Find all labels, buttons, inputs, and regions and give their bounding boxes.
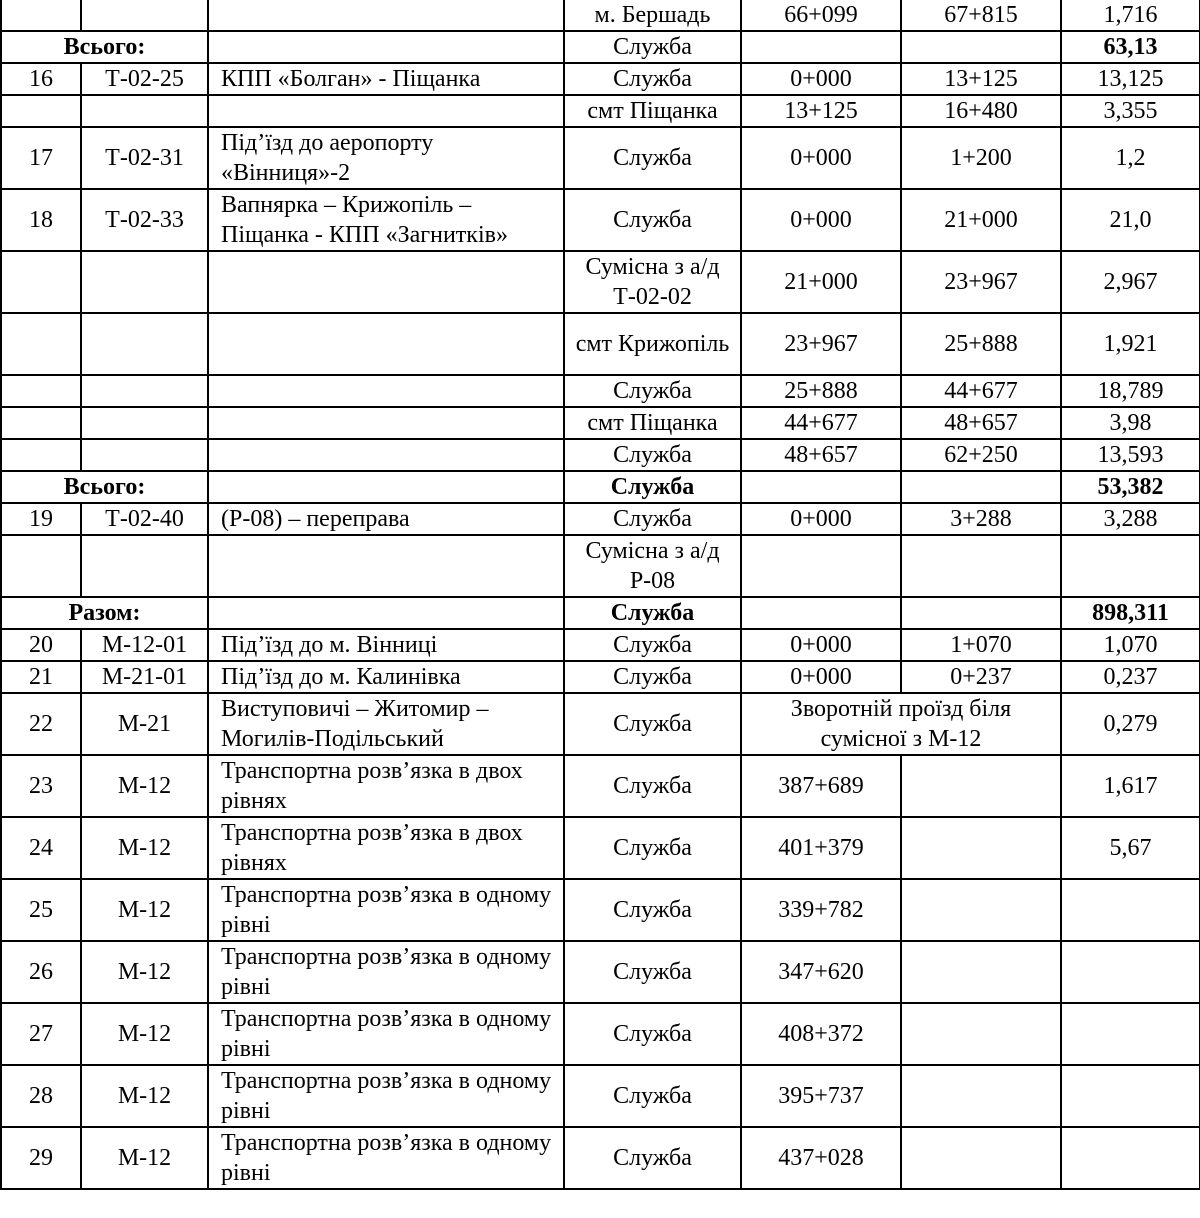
- road-name-cell: [208, 251, 564, 313]
- road-name-cell: [208, 407, 564, 439]
- km-from-cell: 66+099: [741, 0, 901, 31]
- number-cell: 22: [1, 693, 81, 755]
- length-cell: 13,125: [1061, 63, 1200, 95]
- road-name-cell: [208, 313, 564, 375]
- kind-cell: Служба: [564, 629, 741, 661]
- length-cell: 1,070: [1061, 629, 1200, 661]
- total-length-cell: 898,311: [1061, 597, 1200, 629]
- from-cell: [741, 31, 901, 63]
- length-cell: [1061, 1003, 1200, 1065]
- kind-cell: Служба: [564, 879, 741, 941]
- length-cell: 3,288: [1061, 503, 1200, 535]
- road-name-cell: [208, 375, 564, 407]
- number-cell: [1, 0, 81, 31]
- kind-cell: Сумісна з а/д Т-02-02: [564, 251, 741, 313]
- table-row: [1, 95, 1200, 127]
- km-to-cell: [901, 941, 1061, 1003]
- road-name-cell: Транспортна розв’язка в одному рівні: [208, 1127, 564, 1189]
- road-name-cell: [208, 95, 564, 127]
- road-code-cell: [81, 0, 208, 31]
- kind-cell: Служба: [564, 817, 741, 879]
- table-row: [1, 597, 1200, 629]
- table-row: [1, 31, 1200, 63]
- table-row: [1, 375, 1200, 407]
- km-from-cell: 408+372: [741, 1003, 901, 1065]
- number-cell: 27: [1, 1003, 81, 1065]
- length-cell: [1061, 879, 1200, 941]
- km-from-cell: 23+967: [741, 313, 901, 375]
- length-cell: 0,279: [1061, 693, 1200, 755]
- road-name-cell: Транспортна розв’язка в двох рівнях: [208, 755, 564, 817]
- km-from-cell: 0+000: [741, 127, 901, 189]
- table-row: [1, 407, 1200, 439]
- number-cell: [1, 313, 81, 375]
- km-to-cell: 1+070: [901, 629, 1061, 661]
- kind-cell: Служба: [564, 375, 741, 407]
- km-from-cell: 13+125: [741, 95, 901, 127]
- note-cell: Зворотній проїзд біля сумісної з М-12: [741, 693, 1061, 755]
- total-label-cell: Всього:: [1, 471, 208, 503]
- km-from-cell: 387+689: [741, 755, 901, 817]
- kind-cell: Служба: [564, 597, 741, 629]
- number-cell: 21: [1, 661, 81, 693]
- table-row: [1, 439, 1200, 471]
- total-label-cell: Разом:: [1, 597, 208, 629]
- number-cell: 18: [1, 189, 81, 251]
- number-cell: [1, 251, 81, 313]
- km-to-cell: 67+815: [901, 0, 1061, 31]
- length-cell: [1061, 1065, 1200, 1127]
- number-cell: 19: [1, 503, 81, 535]
- table-row: [1, 629, 1200, 661]
- length-cell: 21,0: [1061, 189, 1200, 251]
- road-code-cell: Т-02-40: [81, 503, 208, 535]
- kind-cell: Служба: [564, 1003, 741, 1065]
- kind-cell: Служба: [564, 1065, 741, 1127]
- road-name-cell: [208, 0, 564, 31]
- table-row: [1, 879, 1200, 941]
- table-row: [1, 63, 1200, 95]
- table-row: [1, 755, 1200, 817]
- road-name-cell: Транспортна розв’язка в одному рівні: [208, 879, 564, 941]
- road-name-cell: Транспортна розв’язка в двох рівнях: [208, 817, 564, 879]
- name-cell: [208, 597, 564, 629]
- road-code-cell: М-12: [81, 755, 208, 817]
- kind-cell: Служба: [564, 189, 741, 251]
- to-cell: [901, 471, 1061, 503]
- table-row: [1, 1003, 1200, 1065]
- km-from-cell: 0+000: [741, 629, 901, 661]
- table-row: [1, 251, 1200, 313]
- kind-cell: Служба: [564, 31, 741, 63]
- road-name-cell: Транспортна розв’язка в одному рівні: [208, 1065, 564, 1127]
- kind-cell: Служба: [564, 1127, 741, 1189]
- table-row: [1, 535, 1200, 597]
- length-cell: 13,593: [1061, 439, 1200, 471]
- length-cell: [1061, 941, 1200, 1003]
- km-to-cell: [901, 1065, 1061, 1127]
- road-code-cell: [81, 439, 208, 471]
- length-cell: 0,237: [1061, 661, 1200, 693]
- road-code-cell: Т-02-33: [81, 189, 208, 251]
- number-cell: 28: [1, 1065, 81, 1127]
- km-to-cell: 3+288: [901, 503, 1061, 535]
- road-code-cell: М-21: [81, 693, 208, 755]
- total-label-cell: Всього:: [1, 31, 208, 63]
- road-code-cell: [81, 375, 208, 407]
- road-code-cell: [81, 95, 208, 127]
- road-code-cell: [81, 251, 208, 313]
- number-cell: 16: [1, 63, 81, 95]
- length-cell: 1,716: [1061, 0, 1200, 31]
- km-from-cell: 395+737: [741, 1065, 901, 1127]
- table-row: [1, 189, 1200, 251]
- road-name-cell: Транспортна розв’язка в одному рівні: [208, 1003, 564, 1065]
- km-to-cell: [901, 1003, 1061, 1065]
- number-cell: 24: [1, 817, 81, 879]
- road-code-cell: [81, 313, 208, 375]
- km-to-cell: 48+657: [901, 407, 1061, 439]
- table-row: [1, 503, 1200, 535]
- km-to-cell: 23+967: [901, 251, 1061, 313]
- kind-cell: смт Піщанка: [564, 95, 741, 127]
- table-row: [1, 313, 1200, 375]
- table-row: [1, 0, 1200, 31]
- road-code-cell: Т-02-31: [81, 127, 208, 189]
- km-to-cell: [901, 535, 1061, 597]
- length-cell: 1,2: [1061, 127, 1200, 189]
- table-row: [1, 471, 1200, 503]
- road-name-cell: Транспортна розв’язка в одному рівні: [208, 941, 564, 1003]
- kind-cell: Служба: [564, 63, 741, 95]
- number-cell: [1, 439, 81, 471]
- total-length-cell: 63,13: [1061, 31, 1200, 63]
- table-row: [1, 941, 1200, 1003]
- road-name-cell: Під’їзд до м. Вінниці: [208, 629, 564, 661]
- length-cell: 2,967: [1061, 251, 1200, 313]
- length-cell: 18,789: [1061, 375, 1200, 407]
- road-code-cell: М-12: [81, 1065, 208, 1127]
- road-name-cell: [208, 439, 564, 471]
- length-cell: 5,67: [1061, 817, 1200, 879]
- km-from-cell: 0+000: [741, 63, 901, 95]
- km-to-cell: [901, 755, 1061, 817]
- table-row: [1, 1065, 1200, 1127]
- number-cell: 25: [1, 879, 81, 941]
- kind-cell: Сумісна з а/д Р-08: [564, 535, 741, 597]
- kind-cell: Служба: [564, 439, 741, 471]
- length-cell: [1061, 1127, 1200, 1189]
- road-code-cell: М-12: [81, 879, 208, 941]
- km-to-cell: 0+237: [901, 661, 1061, 693]
- km-to-cell: 44+677: [901, 375, 1061, 407]
- kind-cell: Служба: [564, 503, 741, 535]
- road-code-cell: М-12: [81, 941, 208, 1003]
- to-cell: [901, 597, 1061, 629]
- km-from-cell: 0+000: [741, 503, 901, 535]
- length-cell: 1,921: [1061, 313, 1200, 375]
- km-to-cell: 62+250: [901, 439, 1061, 471]
- table-row: [1, 1127, 1200, 1189]
- road-name-cell: Під’їзд до м. Калинівка: [208, 661, 564, 693]
- name-cell: [208, 31, 564, 63]
- road-name-cell: Вапнярка – Крижопіль – Піщанка - КПП «Загниткiв»: [208, 189, 564, 251]
- km-to-cell: [901, 817, 1061, 879]
- road-code-cell: М-21-01: [81, 661, 208, 693]
- km-from-cell: 401+379: [741, 817, 901, 879]
- road-code-cell: Т-02-25: [81, 63, 208, 95]
- road-code-cell: [81, 535, 208, 597]
- number-cell: [1, 95, 81, 127]
- kind-cell: Служба: [564, 127, 741, 189]
- km-to-cell: 1+200: [901, 127, 1061, 189]
- kind-cell: Служба: [564, 941, 741, 1003]
- number-cell: 20: [1, 629, 81, 661]
- kind-cell: Служба: [564, 661, 741, 693]
- road-code-cell: М-12-01: [81, 629, 208, 661]
- kind-cell: м. Бершадь: [564, 0, 741, 31]
- road-code-cell: М-12: [81, 1003, 208, 1065]
- kind-cell: смт Піщанка: [564, 407, 741, 439]
- km-from-cell: 0+000: [741, 189, 901, 251]
- number-cell: 29: [1, 1127, 81, 1189]
- to-cell: [901, 31, 1061, 63]
- road-name-cell: КПП «Болган» - Піщанка: [208, 63, 564, 95]
- km-from-cell: 339+782: [741, 879, 901, 941]
- km-from-cell: 21+000: [741, 251, 901, 313]
- length-cell: [1061, 535, 1200, 597]
- road-code-cell: М-12: [81, 817, 208, 879]
- number-cell: [1, 535, 81, 597]
- from-cell: [741, 471, 901, 503]
- km-from-cell: [741, 535, 901, 597]
- number-cell: 26: [1, 941, 81, 1003]
- number-cell: [1, 375, 81, 407]
- table-row: [1, 693, 1200, 755]
- road-name-cell: Виступовичі – Житомир – Могилів-Подільський: [208, 693, 564, 755]
- kind-cell: смт Крижопіль: [564, 313, 741, 375]
- number-cell: 23: [1, 755, 81, 817]
- table-row: [1, 661, 1200, 693]
- km-to-cell: 21+000: [901, 189, 1061, 251]
- number-cell: [1, 407, 81, 439]
- km-from-cell: 44+677: [741, 407, 901, 439]
- from-cell: [741, 597, 901, 629]
- total-length-cell: 53,382: [1061, 471, 1200, 503]
- km-to-cell: 25+888: [901, 313, 1061, 375]
- km-to-cell: [901, 879, 1061, 941]
- road-code-cell: М-12: [81, 1127, 208, 1189]
- km-from-cell: 25+888: [741, 375, 901, 407]
- length-cell: 3,98: [1061, 407, 1200, 439]
- length-cell: 3,355: [1061, 95, 1200, 127]
- number-cell: 17: [1, 127, 81, 189]
- table-row: [1, 817, 1200, 879]
- road-name-cell: (Р-08) – переправа: [208, 503, 564, 535]
- road-code-cell: [81, 407, 208, 439]
- km-from-cell: 437+028: [741, 1127, 901, 1189]
- km-from-cell: 0+000: [741, 661, 901, 693]
- length-cell: 1,617: [1061, 755, 1200, 817]
- road-name-cell: Під’їзд до аеропорту «Вінниця»-2: [208, 127, 564, 189]
- km-to-cell: 16+480: [901, 95, 1061, 127]
- road-name-cell: [208, 535, 564, 597]
- name-cell: [208, 471, 564, 503]
- kind-cell: Служба: [564, 755, 741, 817]
- kind-cell: Служба: [564, 471, 741, 503]
- km-from-cell: 347+620: [741, 941, 901, 1003]
- km-to-cell: [901, 1127, 1061, 1189]
- table-row: [1, 127, 1200, 189]
- km-from-cell: 48+657: [741, 439, 901, 471]
- km-to-cell: 13+125: [901, 63, 1061, 95]
- kind-cell: Служба: [564, 693, 741, 755]
